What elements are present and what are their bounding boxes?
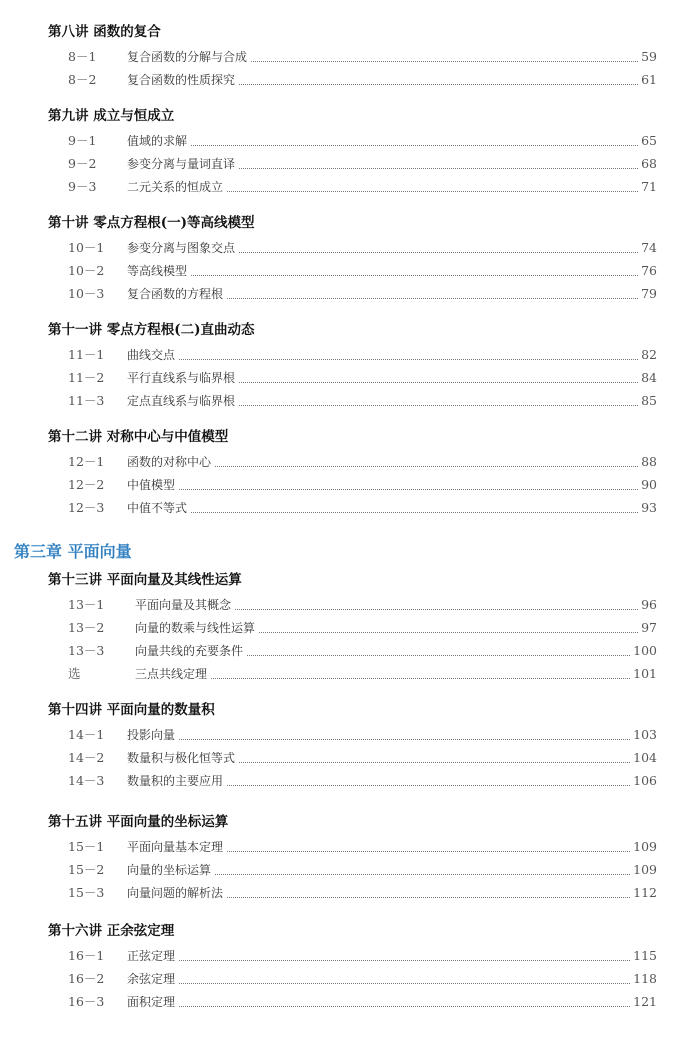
entry-title: 投影向量 bbox=[127, 728, 176, 742]
entry-number: 13－3 bbox=[68, 643, 105, 658]
dot-leader bbox=[215, 874, 630, 875]
entry-title: 等高线模型 bbox=[127, 264, 188, 278]
entry-title: 曲线交点 bbox=[127, 348, 176, 362]
page-number: 106 bbox=[633, 773, 657, 788]
toc-entry[interactable] bbox=[0, 284, 694, 304]
page-number: 96 bbox=[641, 597, 657, 612]
chapter-title: 第三章 平面向量 bbox=[14, 542, 132, 561]
toc-entry[interactable] bbox=[0, 595, 694, 615]
entry-title: 向量的数乘与线性运算 bbox=[135, 621, 256, 635]
page-number: 103 bbox=[633, 727, 657, 742]
entry-title: 正弦定理 bbox=[127, 949, 176, 963]
entry-number: 14－2 bbox=[68, 750, 105, 765]
entry-title: 值域的求解 bbox=[127, 134, 188, 148]
page-number: 104 bbox=[633, 750, 657, 765]
dot-leader bbox=[239, 84, 638, 85]
dot-leader bbox=[227, 191, 638, 192]
toc-entry[interactable] bbox=[0, 771, 694, 791]
dot-leader bbox=[179, 739, 630, 740]
entry-title: 平面向量及其概念 bbox=[135, 598, 232, 612]
dot-leader bbox=[179, 960, 630, 961]
entry-number: 12－1 bbox=[68, 454, 105, 469]
dot-leader bbox=[227, 897, 630, 898]
entry-title: 向量的坐标运算 bbox=[127, 863, 212, 877]
toc-entry[interactable] bbox=[0, 883, 694, 903]
lecture-heading bbox=[0, 22, 694, 42]
page-number: 97 bbox=[641, 620, 657, 635]
page-number: 65 bbox=[641, 133, 657, 148]
entry-title: 数量积与极化恒等式 bbox=[127, 751, 236, 765]
toc-entry[interactable] bbox=[0, 368, 694, 388]
entry-number: 8－1 bbox=[68, 49, 97, 64]
entry-number: 11－2 bbox=[68, 370, 105, 385]
chapter-heading bbox=[0, 541, 694, 561]
toc-entry[interactable] bbox=[0, 177, 694, 197]
lecture-title: 第八讲 函数的复合 bbox=[48, 24, 161, 40]
dot-leader bbox=[239, 382, 638, 383]
entry-number: 14－1 bbox=[68, 727, 105, 742]
toc-entry[interactable] bbox=[0, 391, 694, 411]
toc-entry[interactable] bbox=[0, 238, 694, 258]
dot-leader bbox=[235, 609, 638, 610]
page-number: 74 bbox=[641, 240, 657, 255]
page-number: 82 bbox=[641, 347, 657, 362]
lecture-title: 第十讲 零点方程根(一)等高线模型 bbox=[48, 215, 255, 231]
entry-title: 二元关系的恒成立 bbox=[127, 180, 224, 194]
page-number: 109 bbox=[633, 839, 657, 854]
dot-leader bbox=[191, 145, 638, 146]
entry-number: 9－1 bbox=[68, 133, 97, 148]
entry-number: 15－2 bbox=[68, 862, 105, 877]
page-number: 59 bbox=[641, 49, 657, 64]
entry-number: 12－2 bbox=[68, 477, 105, 492]
entry-title: 平面向量基本定理 bbox=[127, 840, 224, 854]
page-number: 85 bbox=[641, 393, 657, 408]
entry-number: 15－1 bbox=[68, 839, 105, 854]
toc-entry[interactable] bbox=[0, 498, 694, 518]
lecture-title: 第九讲 成立与恒成立 bbox=[48, 108, 175, 124]
page-number: 71 bbox=[641, 179, 657, 194]
page-number: 101 bbox=[633, 666, 657, 681]
page-number: 61 bbox=[641, 72, 657, 87]
page-number: 76 bbox=[641, 263, 657, 278]
dot-leader bbox=[239, 252, 638, 253]
lecture-heading bbox=[0, 106, 694, 126]
page-number: 118 bbox=[633, 971, 657, 986]
toc-entry[interactable] bbox=[0, 131, 694, 151]
toc-entry[interactable] bbox=[0, 618, 694, 638]
toc-entry[interactable] bbox=[0, 47, 694, 67]
dot-leader bbox=[191, 275, 638, 276]
dot-leader bbox=[179, 489, 638, 490]
entry-number: 10－2 bbox=[68, 263, 105, 278]
entry-number: 16－3 bbox=[68, 994, 105, 1009]
entry-number: 15－3 bbox=[68, 885, 105, 900]
toc-entry[interactable] bbox=[0, 70, 694, 90]
toc-entry[interactable] bbox=[0, 452, 694, 472]
entry-title: 定点直线系与临界根 bbox=[127, 394, 236, 408]
entry-title: 复合函数的分解与合成 bbox=[127, 50, 248, 64]
page-number: 115 bbox=[633, 948, 657, 963]
page-number: 84 bbox=[641, 370, 657, 385]
dot-leader bbox=[191, 512, 638, 513]
dot-leader bbox=[239, 762, 630, 763]
toc-entry[interactable] bbox=[0, 837, 694, 857]
entry-title: 复合函数的方程根 bbox=[127, 287, 224, 301]
entry-title: 中值模型 bbox=[127, 478, 176, 492]
entry-title: 函数的对称中心 bbox=[127, 455, 212, 469]
entry-number: 8－2 bbox=[68, 72, 97, 87]
lecture-title: 第十五讲 平面向量的坐标运算 bbox=[48, 814, 229, 830]
dot-leader bbox=[251, 61, 638, 62]
page-number: 88 bbox=[641, 454, 657, 469]
entry-title: 面积定理 bbox=[127, 995, 176, 1009]
dot-leader bbox=[247, 655, 630, 656]
page-number: 100 bbox=[633, 643, 657, 658]
toc-entry[interactable] bbox=[0, 946, 694, 966]
page-number: 79 bbox=[641, 286, 657, 301]
entry-title: 参变分离与量词直译 bbox=[127, 157, 236, 171]
entry-title: 三点共线定理 bbox=[135, 667, 208, 681]
entry-number: 11－1 bbox=[68, 347, 105, 362]
dot-leader bbox=[179, 983, 630, 984]
toc-entry[interactable] bbox=[0, 345, 694, 365]
entry-title: 数量积的主要应用 bbox=[127, 774, 224, 788]
page-number: 121 bbox=[633, 994, 657, 1009]
entry-number: 11－3 bbox=[68, 393, 105, 408]
entry-number: 16－2 bbox=[68, 971, 105, 986]
entry-title: 参变分离与图象交点 bbox=[127, 241, 236, 255]
toc-entry[interactable] bbox=[0, 154, 694, 174]
entry-number: 14－3 bbox=[68, 773, 105, 788]
lecture-heading bbox=[0, 213, 694, 233]
toc-entry[interactable] bbox=[0, 261, 694, 281]
entry-number: 10－3 bbox=[68, 286, 105, 301]
toc-entry[interactable] bbox=[0, 860, 694, 880]
dot-leader bbox=[239, 168, 638, 169]
toc-entry[interactable] bbox=[0, 641, 694, 661]
lecture-heading bbox=[0, 570, 694, 590]
entry-number: 16－1 bbox=[68, 948, 105, 963]
lecture-heading bbox=[0, 700, 694, 720]
page-number: 90 bbox=[641, 477, 657, 492]
lecture-title: 第十六讲 正余弦定理 bbox=[48, 923, 175, 939]
lecture-title: 第十一讲 零点方程根(二)直曲动态 bbox=[48, 322, 255, 338]
dot-leader bbox=[179, 1006, 630, 1007]
lecture-title: 第十三讲 平面向量及其线性运算 bbox=[48, 572, 242, 588]
toc-entry[interactable] bbox=[0, 475, 694, 495]
entry-number: 9－2 bbox=[68, 156, 97, 171]
lecture-heading bbox=[0, 921, 694, 941]
lecture-title: 第十二讲 对称中心与中值模型 bbox=[48, 429, 229, 445]
lecture-heading bbox=[0, 320, 694, 340]
toc-entry[interactable] bbox=[0, 748, 694, 768]
dot-leader bbox=[227, 851, 630, 852]
entry-title: 中值不等式 bbox=[127, 501, 188, 515]
dot-leader bbox=[259, 632, 638, 633]
dot-leader bbox=[239, 405, 638, 406]
toc-entry[interactable] bbox=[0, 992, 694, 1012]
toc-entry[interactable] bbox=[0, 725, 694, 745]
dot-leader bbox=[211, 678, 630, 679]
page-number: 112 bbox=[633, 885, 657, 900]
entry-title: 向量共线的充要条件 bbox=[135, 644, 244, 658]
entry-number: 选 bbox=[68, 666, 81, 681]
entry-number: 12－3 bbox=[68, 500, 105, 515]
entry-title: 复合函数的性质探究 bbox=[127, 73, 236, 87]
page-number: 93 bbox=[641, 500, 657, 515]
lecture-title: 第十四讲 平面向量的数量积 bbox=[48, 702, 215, 718]
dot-leader bbox=[179, 359, 638, 360]
lecture-heading bbox=[0, 812, 694, 832]
entry-number: 9－3 bbox=[68, 179, 97, 194]
page-number: 109 bbox=[633, 862, 657, 877]
dot-leader bbox=[227, 298, 638, 299]
dot-leader bbox=[227, 785, 630, 786]
page-number: 68 bbox=[641, 156, 657, 171]
dot-leader bbox=[215, 466, 638, 467]
toc-entry[interactable] bbox=[0, 969, 694, 989]
entry-title: 向量问题的解析法 bbox=[127, 886, 224, 900]
entry-number: 13－2 bbox=[68, 620, 105, 635]
lecture-heading bbox=[0, 427, 694, 447]
entry-title: 余弦定理 bbox=[127, 972, 176, 986]
entry-number: 13－1 bbox=[68, 597, 105, 612]
entry-number: 10－1 bbox=[68, 240, 105, 255]
entry-title: 平行直线系与临界根 bbox=[127, 371, 236, 385]
toc-entry[interactable] bbox=[0, 664, 694, 684]
